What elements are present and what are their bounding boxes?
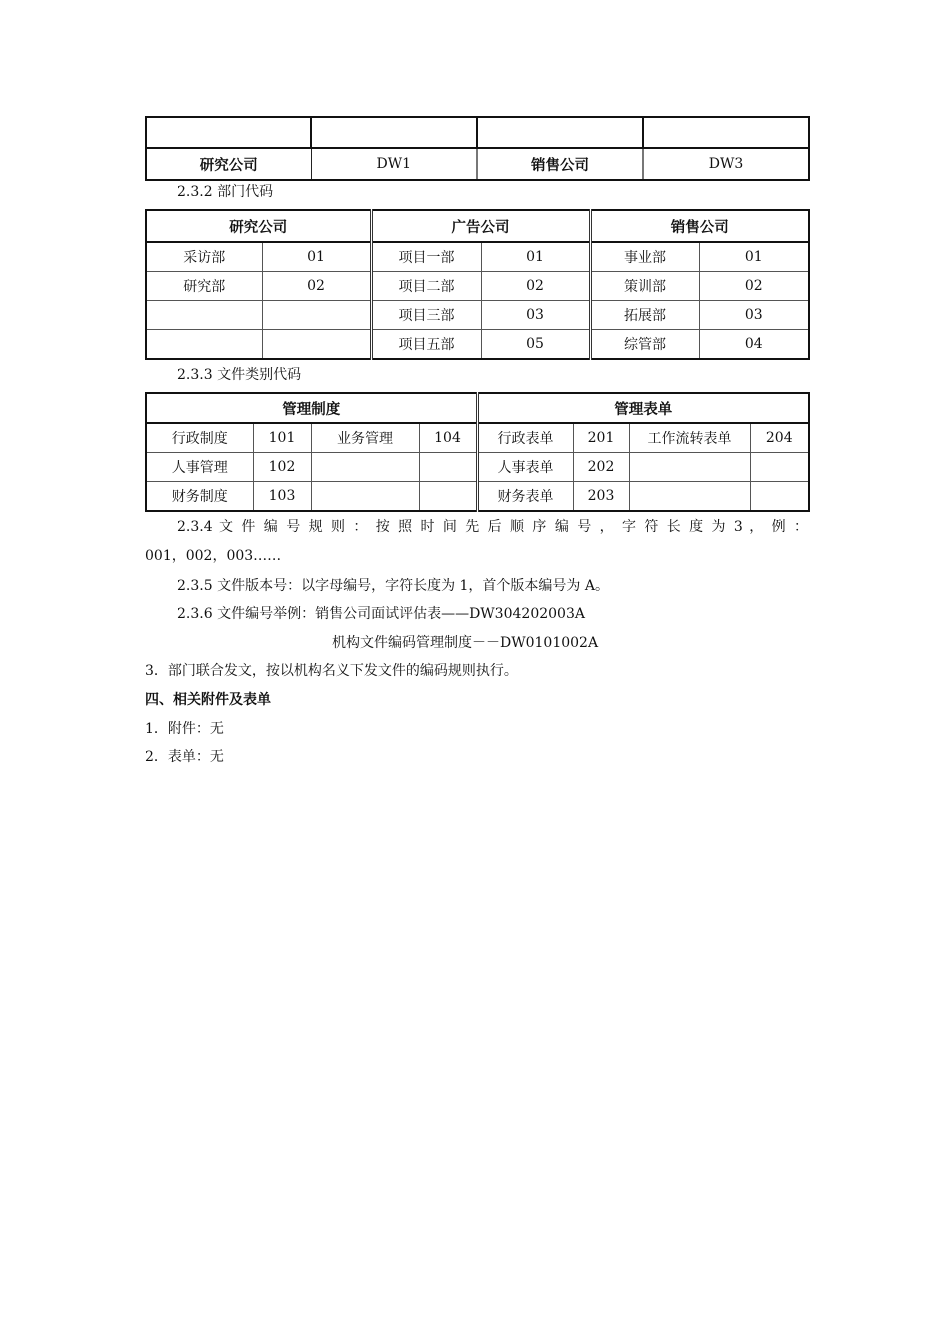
file-category-table [145, 392, 810, 512]
dept-name: 项目二部 [371, 272, 481, 301]
group-header: 销售公司 [590, 210, 809, 242]
table-row [146, 301, 809, 330]
section-heading-232: 2.3.2 部门代码 [177, 184, 274, 200]
table-cell [477, 117, 643, 148]
table-cell [311, 117, 477, 148]
category-code: 103 [253, 482, 311, 512]
paragraph-234-line1: 2.3.4 文 件 编 号 规 则 ： 按 照 时 间 先 后 顺 序 编 号 ， 字 符 长 度 为 3 ， 例 ： [177, 519, 808, 535]
dept-code [262, 330, 371, 360]
department-code-table [145, 209, 810, 360]
category-name: 业务管理 [311, 423, 419, 453]
category-code: 104 [419, 423, 477, 453]
category-name [629, 453, 750, 482]
paragraph-234-line2: 001，002，003…… [145, 548, 282, 564]
category-code: 101 [253, 423, 311, 453]
table-cell [643, 117, 809, 148]
table-row [146, 272, 809, 301]
dept-code: 02 [699, 272, 809, 301]
dept-name [146, 301, 262, 330]
table-cell [146, 117, 311, 148]
unit-code-cell: DW1 [311, 148, 477, 180]
category-code: 201 [573, 423, 629, 453]
dept-code: 05 [481, 330, 590, 360]
dept-code: 01 [699, 242, 809, 272]
category-name [311, 453, 419, 482]
dept-code: 02 [481, 272, 590, 301]
dept-code: 04 [699, 330, 809, 360]
paragraph-235: 2.3.5 文件版本号：以字母编号，字符长度为 1，首个版本编号为 A。 [177, 578, 609, 594]
dept-name: 项目三部 [371, 301, 481, 330]
dept-name: 事业部 [590, 242, 699, 272]
category-code [419, 453, 477, 482]
category-name: 工作流转表单 [629, 423, 750, 453]
category-name [629, 482, 750, 512]
table-row [146, 453, 809, 482]
table-header-row [146, 393, 809, 423]
section-heading-233: 2.3.3 文件类别代码 [177, 367, 302, 383]
dept-code [262, 301, 371, 330]
category-code: 203 [573, 482, 629, 512]
group-header: 广告公司 [371, 210, 590, 242]
paragraph-3: 3．部门联合发文，按以机构名义下发文件的编码规则执行。 [145, 663, 518, 679]
section-title-4: 四、相关附件及表单 [145, 692, 271, 708]
group-header: 研究公司 [146, 210, 371, 242]
table-header-row [146, 210, 809, 242]
paragraph-236: 2.3.6 文件编号举例：销售公司面试评估表——DW304202003A [177, 606, 585, 622]
dept-code: 03 [699, 301, 809, 330]
unit-name-cell: 销售公司 [477, 148, 643, 180]
group-header: 管理表单 [477, 393, 809, 423]
dept-code: 03 [481, 301, 590, 330]
table-row [146, 148, 809, 180]
dept-name: 项目一部 [371, 242, 481, 272]
category-name: 行政表单 [477, 423, 573, 453]
dept-name: 策训部 [590, 272, 699, 301]
dept-code: 02 [262, 272, 371, 301]
table-row [146, 482, 809, 512]
category-name: 财务制度 [146, 482, 253, 512]
form-item: 2．表单：无 [145, 749, 224, 765]
category-code [750, 453, 809, 482]
table-row [146, 242, 809, 272]
table-row [146, 330, 809, 360]
category-code: 204 [750, 423, 809, 453]
dept-name: 项目五部 [371, 330, 481, 360]
attachment-item: 1．附件：无 [145, 721, 224, 737]
unit-name-cell: 研究公司 [146, 148, 311, 180]
category-name: 行政制度 [146, 423, 253, 453]
category-code [750, 482, 809, 512]
table-row [146, 117, 809, 148]
category-name: 人事表单 [477, 453, 573, 482]
dept-code: 01 [481, 242, 590, 272]
paragraph-236-example2: 机构文件编码管理制度－－DW0101002A [332, 635, 599, 651]
unit-code-cell: DW3 [643, 148, 809, 180]
category-code: 102 [253, 453, 311, 482]
dept-name: 拓展部 [590, 301, 699, 330]
dept-name [146, 330, 262, 360]
category-code [419, 482, 477, 512]
category-code: 202 [573, 453, 629, 482]
category-name: 人事管理 [146, 453, 253, 482]
dept-name: 研究部 [146, 272, 262, 301]
category-name [311, 482, 419, 512]
category-name: 财务表单 [477, 482, 573, 512]
group-header: 管理制度 [146, 393, 477, 423]
table-row [146, 423, 809, 453]
unit-code-table [145, 116, 810, 181]
dept-name: 采访部 [146, 242, 262, 272]
dept-code: 01 [262, 242, 371, 272]
dept-name: 综管部 [590, 330, 699, 360]
